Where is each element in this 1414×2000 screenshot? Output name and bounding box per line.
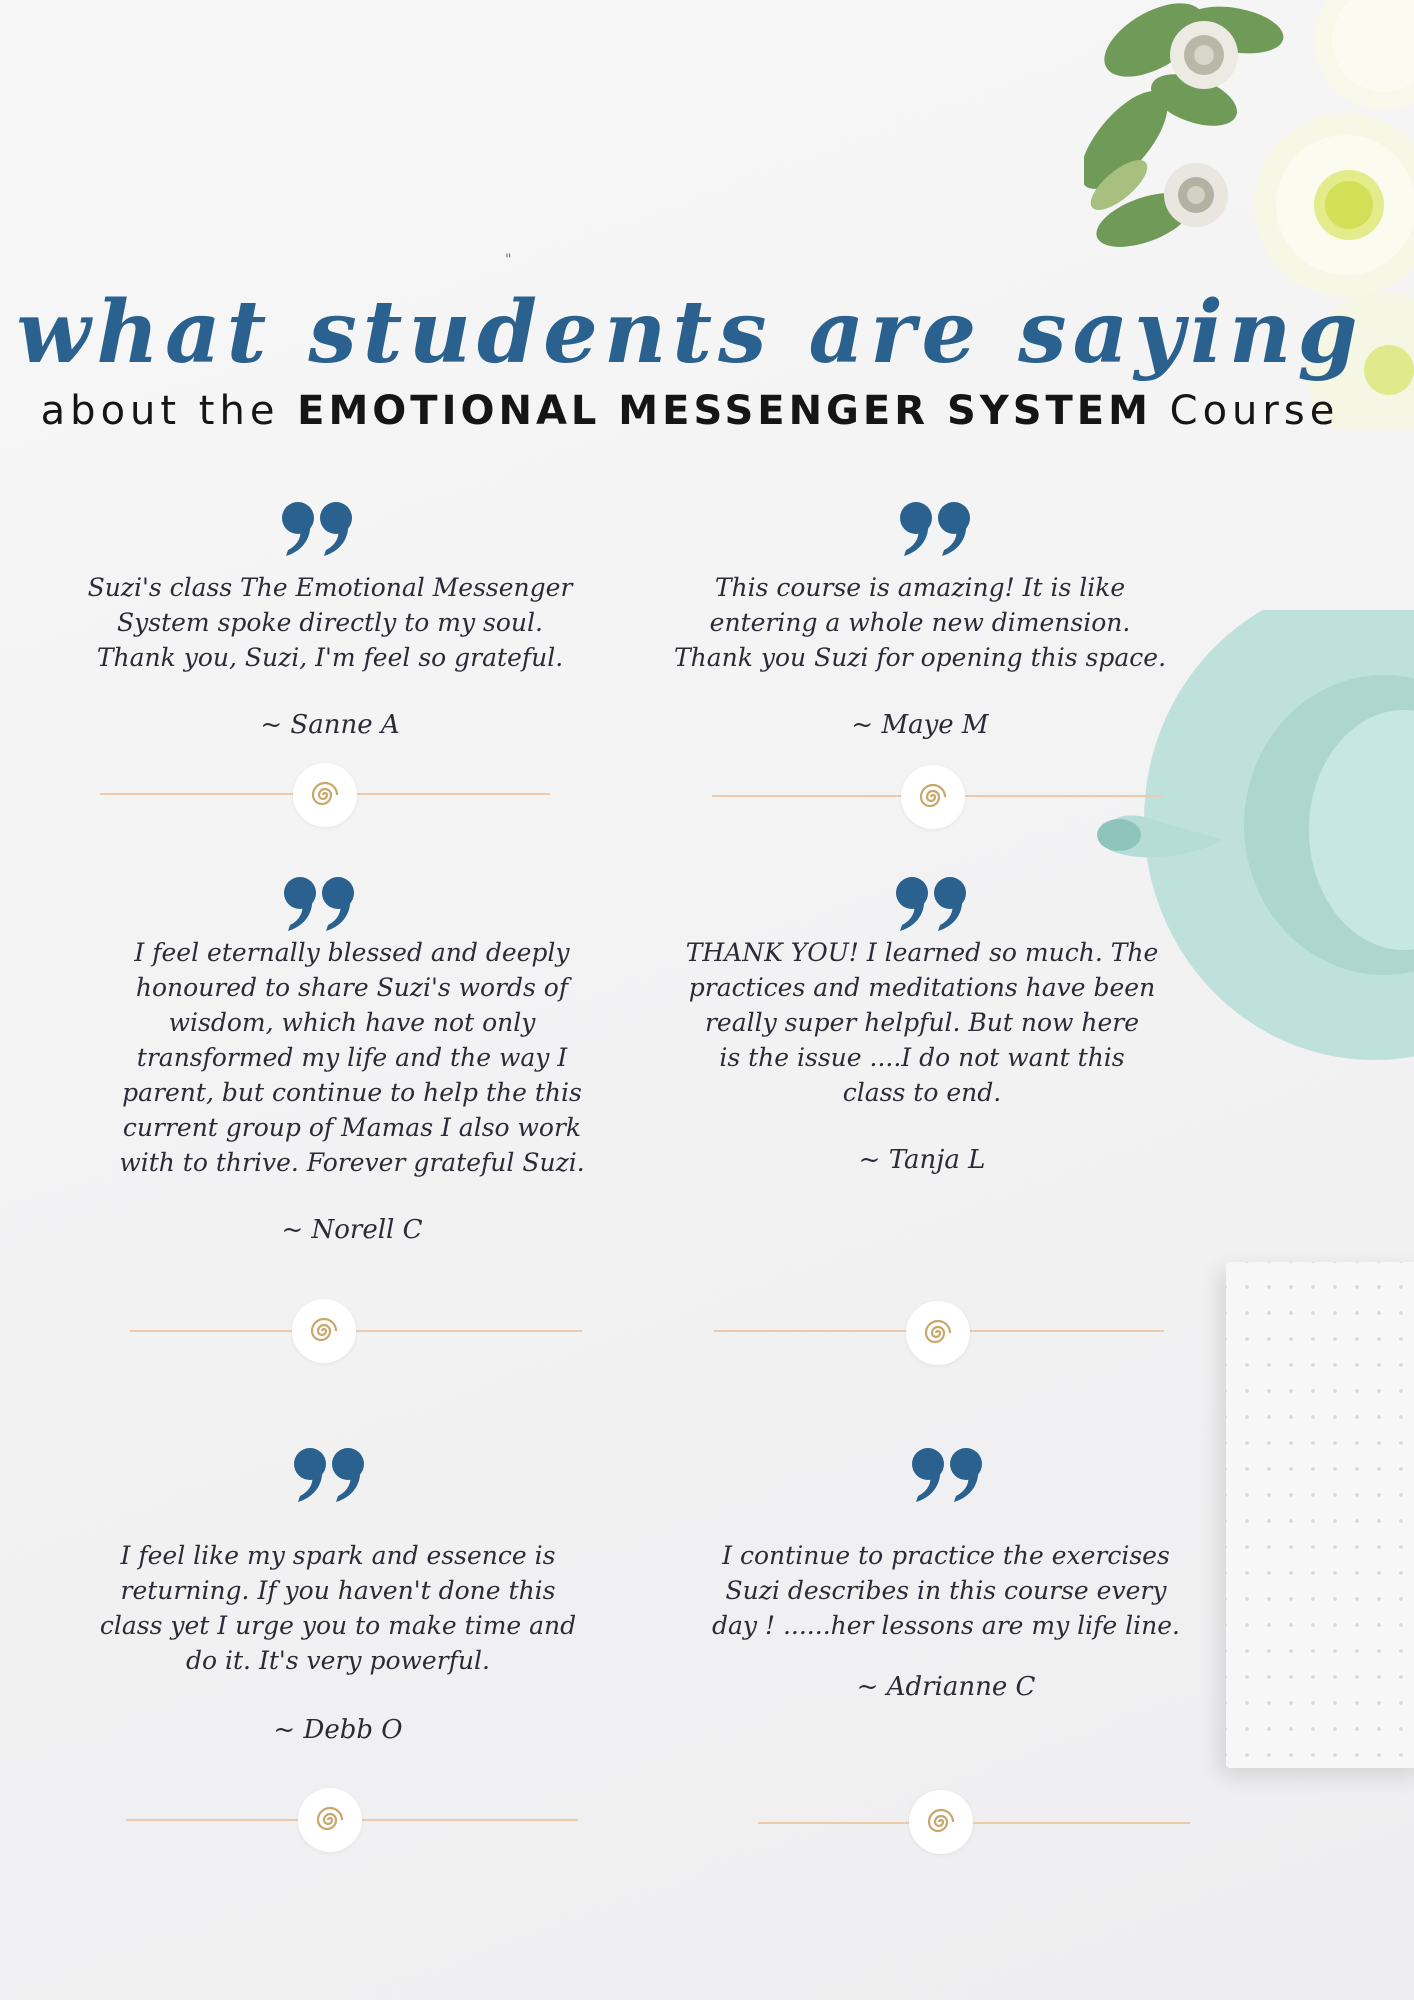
page-title: what students are saying	[16, 282, 1364, 383]
page-subtitle	[0, 388, 1380, 434]
testimonial-author: ~ Maye M	[851, 710, 989, 740]
subtitle-post: Course	[1151, 388, 1340, 434]
spiral-icon	[298, 1788, 362, 1852]
testimonial-author: ~ Norell C	[281, 1215, 423, 1245]
stray-quote-mark: "	[505, 252, 512, 268]
testimonial-line: THANK YOU! I learned so much. The	[685, 938, 1159, 967]
spiral-icon	[901, 765, 965, 829]
testimonial-line: Thank you, Suzi, I'm feel so grateful.	[96, 643, 564, 672]
quote-icon	[280, 500, 360, 560]
testimonial-line: returning. If you haven't done this	[120, 1576, 556, 1605]
testimonial-line: day ! ......her lessons are my life line.	[711, 1611, 1181, 1640]
testimonial-line: Suzi's class The Emotional Messenger	[87, 573, 573, 602]
testimonial-line: is the issue ....I do not want this	[719, 1043, 1125, 1072]
testimonial-author: ~ Sanne A	[260, 710, 400, 740]
testimonial-line: current group of Mamas I also work	[122, 1113, 582, 1142]
spiral-icon	[906, 1301, 970, 1365]
testimonial-author: ~ Adrianne C	[856, 1672, 1036, 1702]
testimonial-line: This course is amazing! It is like	[714, 573, 1126, 602]
testimonial-author: ~ Debb O	[273, 1715, 403, 1745]
testimonial-text	[92, 935, 612, 1180]
testimonial-text	[78, 1538, 598, 1678]
testimonial-line: entering a whole new dimension.	[709, 608, 1131, 637]
quote-icon	[894, 875, 974, 935]
testimonial-line: transformed my life and the way I	[136, 1043, 568, 1072]
subtitle-course-name: EMOTIONAL MESSENGER SYSTEM	[297, 388, 1152, 434]
testimonial-line: practices and meditations have been	[688, 973, 1156, 1002]
testimonial-text	[662, 935, 1182, 1110]
testimonial-line: I continue to practice the exercises	[722, 1541, 1170, 1570]
divider-line	[758, 1822, 1190, 1824]
testimonial-line: Thank you Suzi for opening this space.	[673, 643, 1167, 672]
testimonial-line: parent, but continue to help the this	[122, 1078, 582, 1107]
notebook-decoration	[1226, 1262, 1414, 1768]
testimonial-text	[70, 570, 590, 675]
testimonial-line: I feel eternally blessed and deeply	[134, 938, 570, 967]
testimonial-text	[686, 1538, 1206, 1643]
testimonial-text	[660, 570, 1180, 675]
testimonial-line: System spoke directly to my soul.	[117, 608, 543, 637]
divider-line	[130, 1330, 582, 1332]
testimonial-line: do it. It's very powerful.	[186, 1646, 490, 1675]
testimonial-line: wisdom, which have not only	[168, 1008, 536, 1037]
testimonial-line: honoured to share Suzi's words of	[135, 973, 569, 1002]
spiral-icon	[909, 1790, 973, 1854]
quote-icon	[282, 875, 362, 935]
testimonial-line: Suzi describes in this course every	[725, 1576, 1167, 1605]
testimonial-line: class yet I urge you to make time and	[99, 1611, 577, 1640]
subtitle-pre: about the	[40, 388, 298, 434]
quote-icon	[898, 500, 978, 560]
spiral-icon	[293, 763, 357, 827]
quote-icon	[292, 1446, 372, 1506]
quote-icon	[910, 1446, 990, 1506]
testimonial-line: I feel like my spark and essence is	[120, 1541, 556, 1570]
testimonial-line: class to end.	[842, 1078, 1002, 1107]
testimonial-author: ~ Tanja L	[858, 1145, 986, 1175]
testimonial-line: with to thrive. Forever grateful Suzi.	[119, 1148, 585, 1177]
testimonial-line: really super helpful. But now here	[704, 1008, 1140, 1037]
spiral-icon	[292, 1299, 356, 1363]
